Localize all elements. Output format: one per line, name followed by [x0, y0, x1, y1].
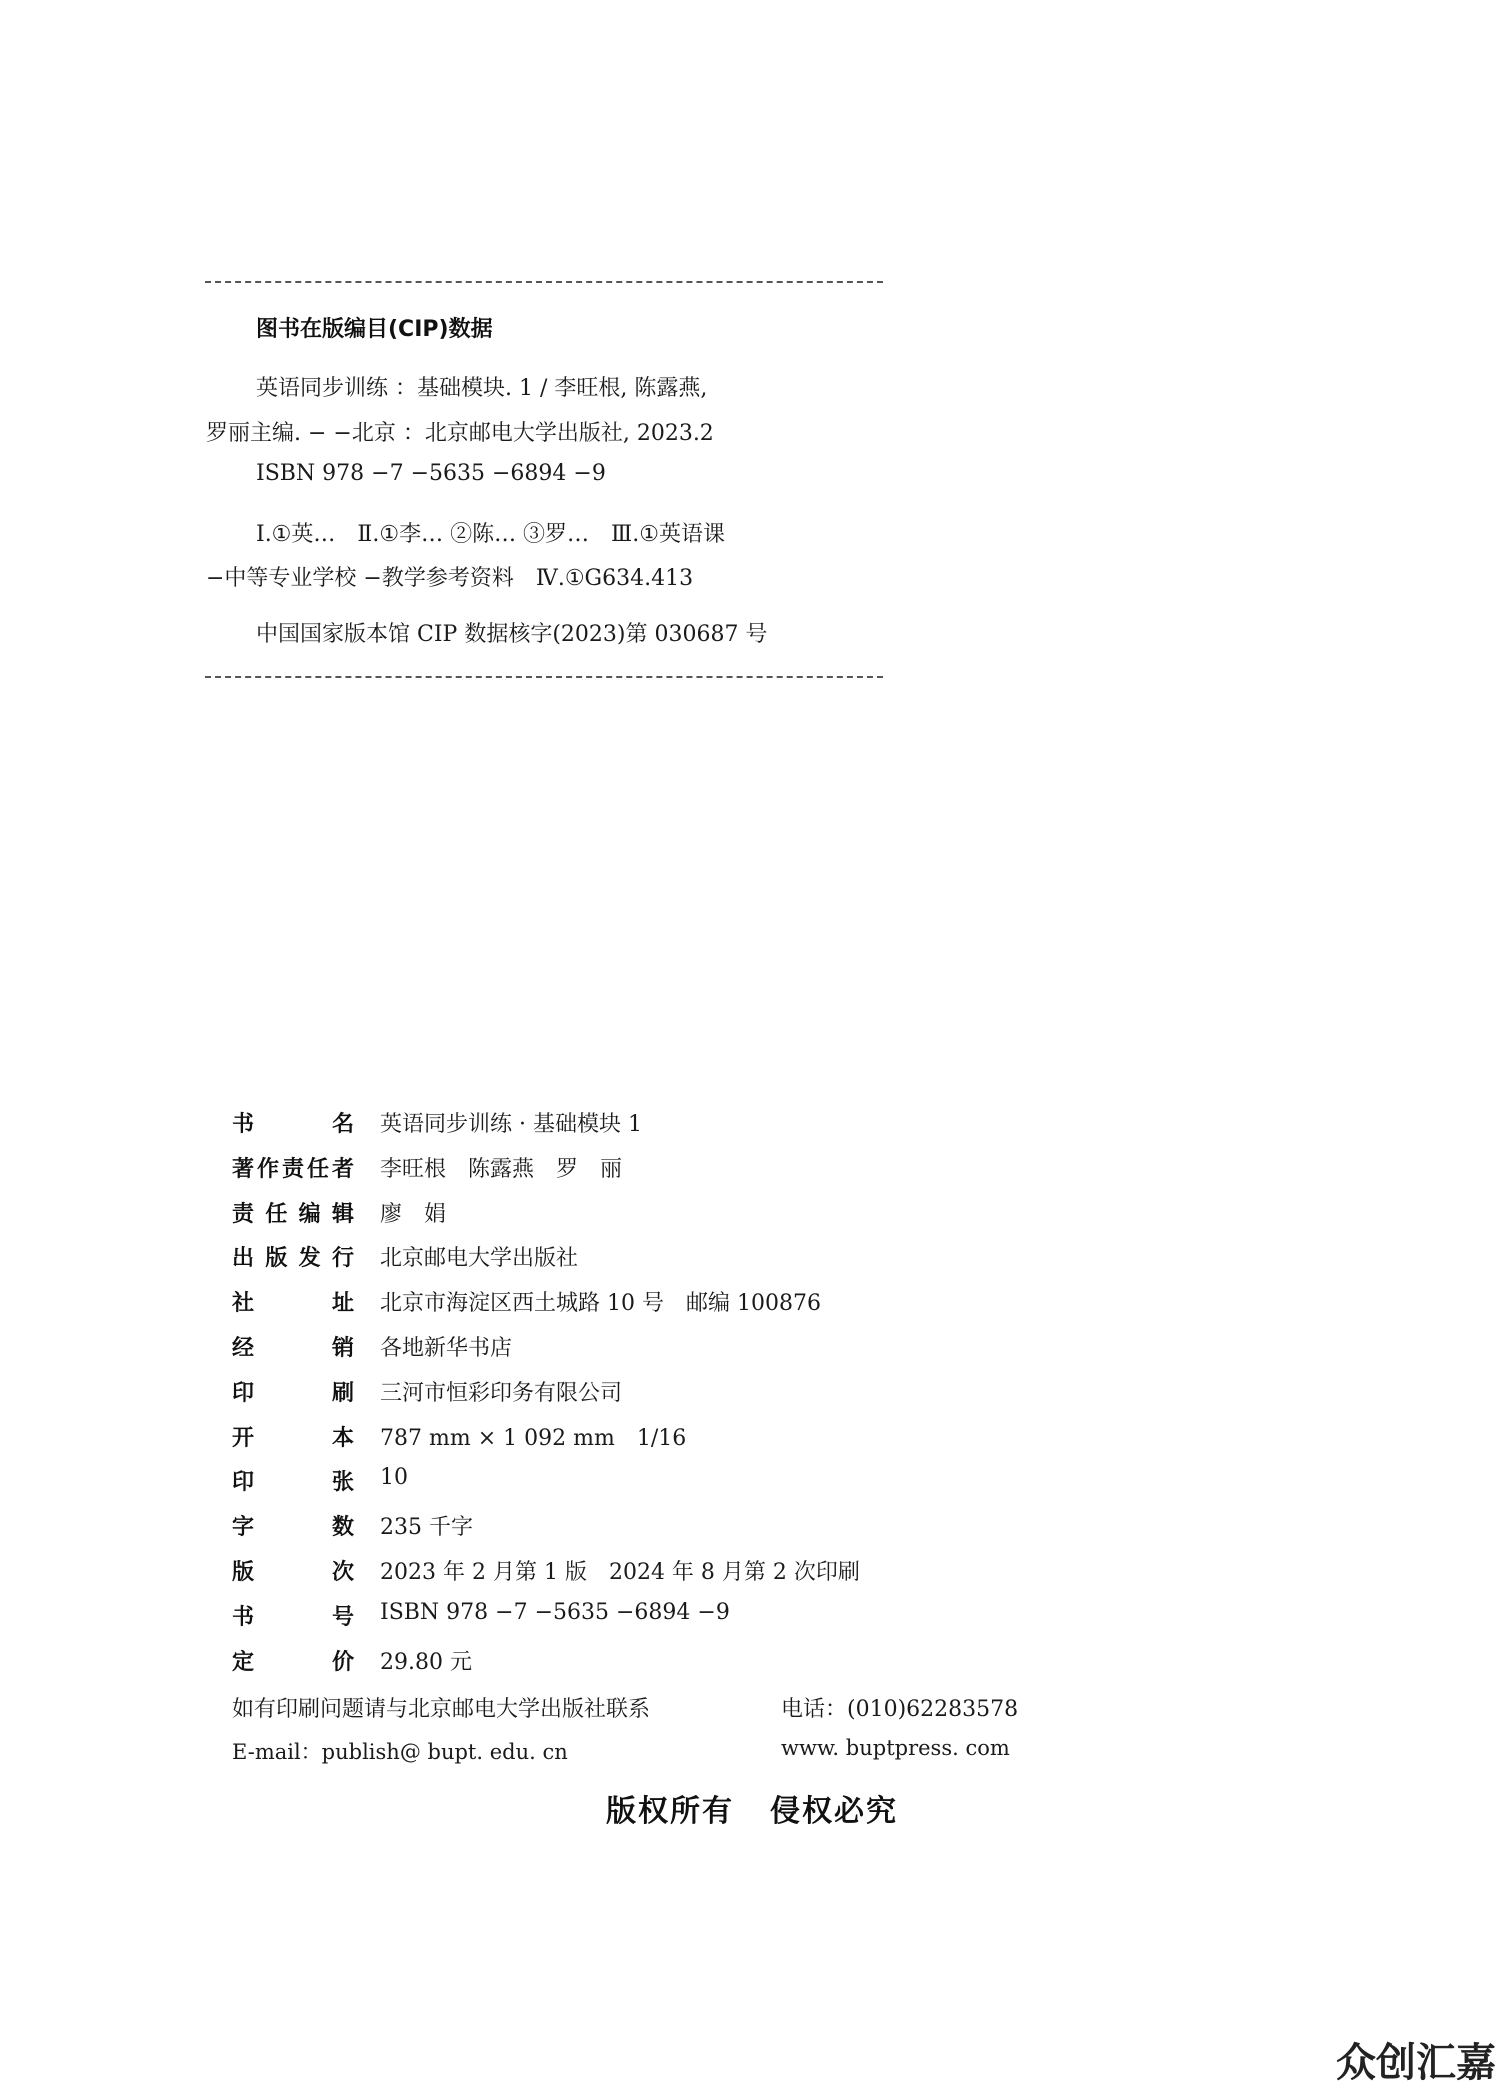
- spec-label-char: 数: [331, 1515, 354, 1540]
- spec-value: 235 千字: [380, 1515, 473, 1540]
- spec-label-char: 辑: [331, 1202, 354, 1227]
- spec-label: [232, 1331, 354, 1362]
- spec-label-char: 出: [232, 1246, 255, 1271]
- spec-label-char: 次: [331, 1560, 354, 1585]
- spec-label-char: 行: [331, 1246, 354, 1271]
- spec-value: 北京市海淀区西土城路 10 号 邮编 100876: [380, 1291, 821, 1316]
- spec-label-char: 本: [331, 1426, 354, 1451]
- spec-label-char: 印: [232, 1470, 255, 1495]
- watermark-logo: 众创汇嘉: [1336, 2040, 1496, 2086]
- spec-label-char: 张: [331, 1470, 354, 1495]
- spec-label-char: 编: [298, 1202, 321, 1227]
- spec-label-char: 址: [331, 1291, 354, 1316]
- spec-label: [232, 1555, 354, 1586]
- spec-label-char: 定: [232, 1650, 255, 1675]
- spec-value: 三河市恒彩印务有限公司: [380, 1381, 623, 1406]
- spec-label-char: 名: [331, 1112, 354, 1137]
- contact-website: www. buptpress. com: [781, 1736, 1010, 1760]
- cip-bottom-rule: [205, 676, 883, 678]
- cip-title: 图书在版编目(CIP)数据: [256, 317, 493, 342]
- spec-label: [232, 1286, 354, 1317]
- spec-label-char: 价: [331, 1650, 354, 1675]
- spec-label: [232, 1421, 354, 1452]
- spec-label-char: 社: [232, 1291, 255, 1316]
- copyright-notice: [0, 1786, 1504, 1830]
- cip-classification-line-2: −中等专业学校 −教学参考资料 Ⅳ.①G634.413: [206, 566, 694, 591]
- spec-label-char: 作: [256, 1157, 279, 1182]
- spec-value: 各地新华书店: [380, 1336, 513, 1361]
- spec-label: [232, 1600, 354, 1631]
- contact-phone: 电话：(010)62283578: [781, 1697, 1019, 1722]
- spec-label: [232, 1197, 354, 1228]
- contact-email: E-mail：publish@ bupt. edu. cn: [232, 1740, 568, 1764]
- spec-label: [232, 1241, 354, 1272]
- spec-value: ISBN 978 −7 −5635 −6894 −9: [380, 1600, 730, 1625]
- print-issue-note: 如有印刷问题请与北京邮电大学出版社联系: [232, 1697, 651, 1722]
- spec-label-char: 责: [281, 1157, 304, 1182]
- spec-label: [232, 1465, 354, 1496]
- spec-label-char: 版: [265, 1246, 288, 1271]
- infringement-warning: 侵权必究: [770, 1794, 898, 1829]
- cip-classification-line-1: Ⅰ.①英… Ⅱ.①李… ②陈… ③罗… Ⅲ.①英语课: [256, 522, 725, 547]
- spec-label-char: 刷: [331, 1381, 354, 1406]
- spec-label-char: 开: [232, 1426, 255, 1451]
- cip-isbn: ISBN 978 −7 −5635 −6894 −9: [256, 461, 606, 486]
- cip-verification-number: 中国国家版本馆 CIP 数据核字(2023)第 030687 号: [256, 622, 768, 647]
- all-rights-reserved: 版权所有: [606, 1794, 734, 1829]
- spec-label: [232, 1510, 354, 1541]
- spec-value: 廖 娟: [380, 1202, 447, 1227]
- spec-label: [232, 1645, 354, 1676]
- spec-label-char: 责: [232, 1202, 255, 1227]
- spec-value: 李旺根 陈露燕 罗 丽: [380, 1157, 623, 1182]
- spec-label-char: 书: [232, 1112, 255, 1137]
- spec-label: [232, 1152, 354, 1183]
- cip-entry-line-1: 英语同步训练 ：基础模块. 1 / 李旺根, 陈露燕,: [256, 376, 708, 401]
- spec-label-char: 印: [232, 1381, 255, 1406]
- spec-label-char: 经: [232, 1336, 255, 1361]
- spec-label-char: 销: [331, 1336, 354, 1361]
- spec-label: [232, 1107, 354, 1138]
- cip-top-rule: [205, 281, 883, 283]
- spec-value: 29.80 元: [380, 1650, 472, 1675]
- spec-value: 北京邮电大学出版社: [380, 1246, 579, 1271]
- spec-value: 787 mm × 1 092 mm 1/16: [380, 1426, 687, 1451]
- spec-label-char: 者: [331, 1157, 354, 1182]
- cip-entry-line-2: 罗丽主编. − −北京 ：北京邮电大学出版社, 2023.2: [206, 421, 714, 446]
- spec-label-char: 号: [331, 1605, 354, 1630]
- spec-label-char: 字: [232, 1515, 255, 1540]
- spec-label: [232, 1376, 354, 1407]
- spec-label-char: 著: [232, 1157, 255, 1182]
- spec-label-char: 版: [232, 1560, 255, 1585]
- spec-label-char: 任: [306, 1157, 329, 1182]
- spec-label-char: 书: [232, 1605, 255, 1630]
- spec-value: 2023 年 2 月第 1 版 2024 年 8 月第 2 次印刷: [380, 1560, 860, 1585]
- spec-value: 英语同步训练 · 基础模块 1: [380, 1112, 642, 1137]
- spec-label-char: 发: [298, 1246, 321, 1271]
- spec-value: 10: [380, 1465, 408, 1490]
- spec-label-char: 任: [265, 1202, 288, 1227]
